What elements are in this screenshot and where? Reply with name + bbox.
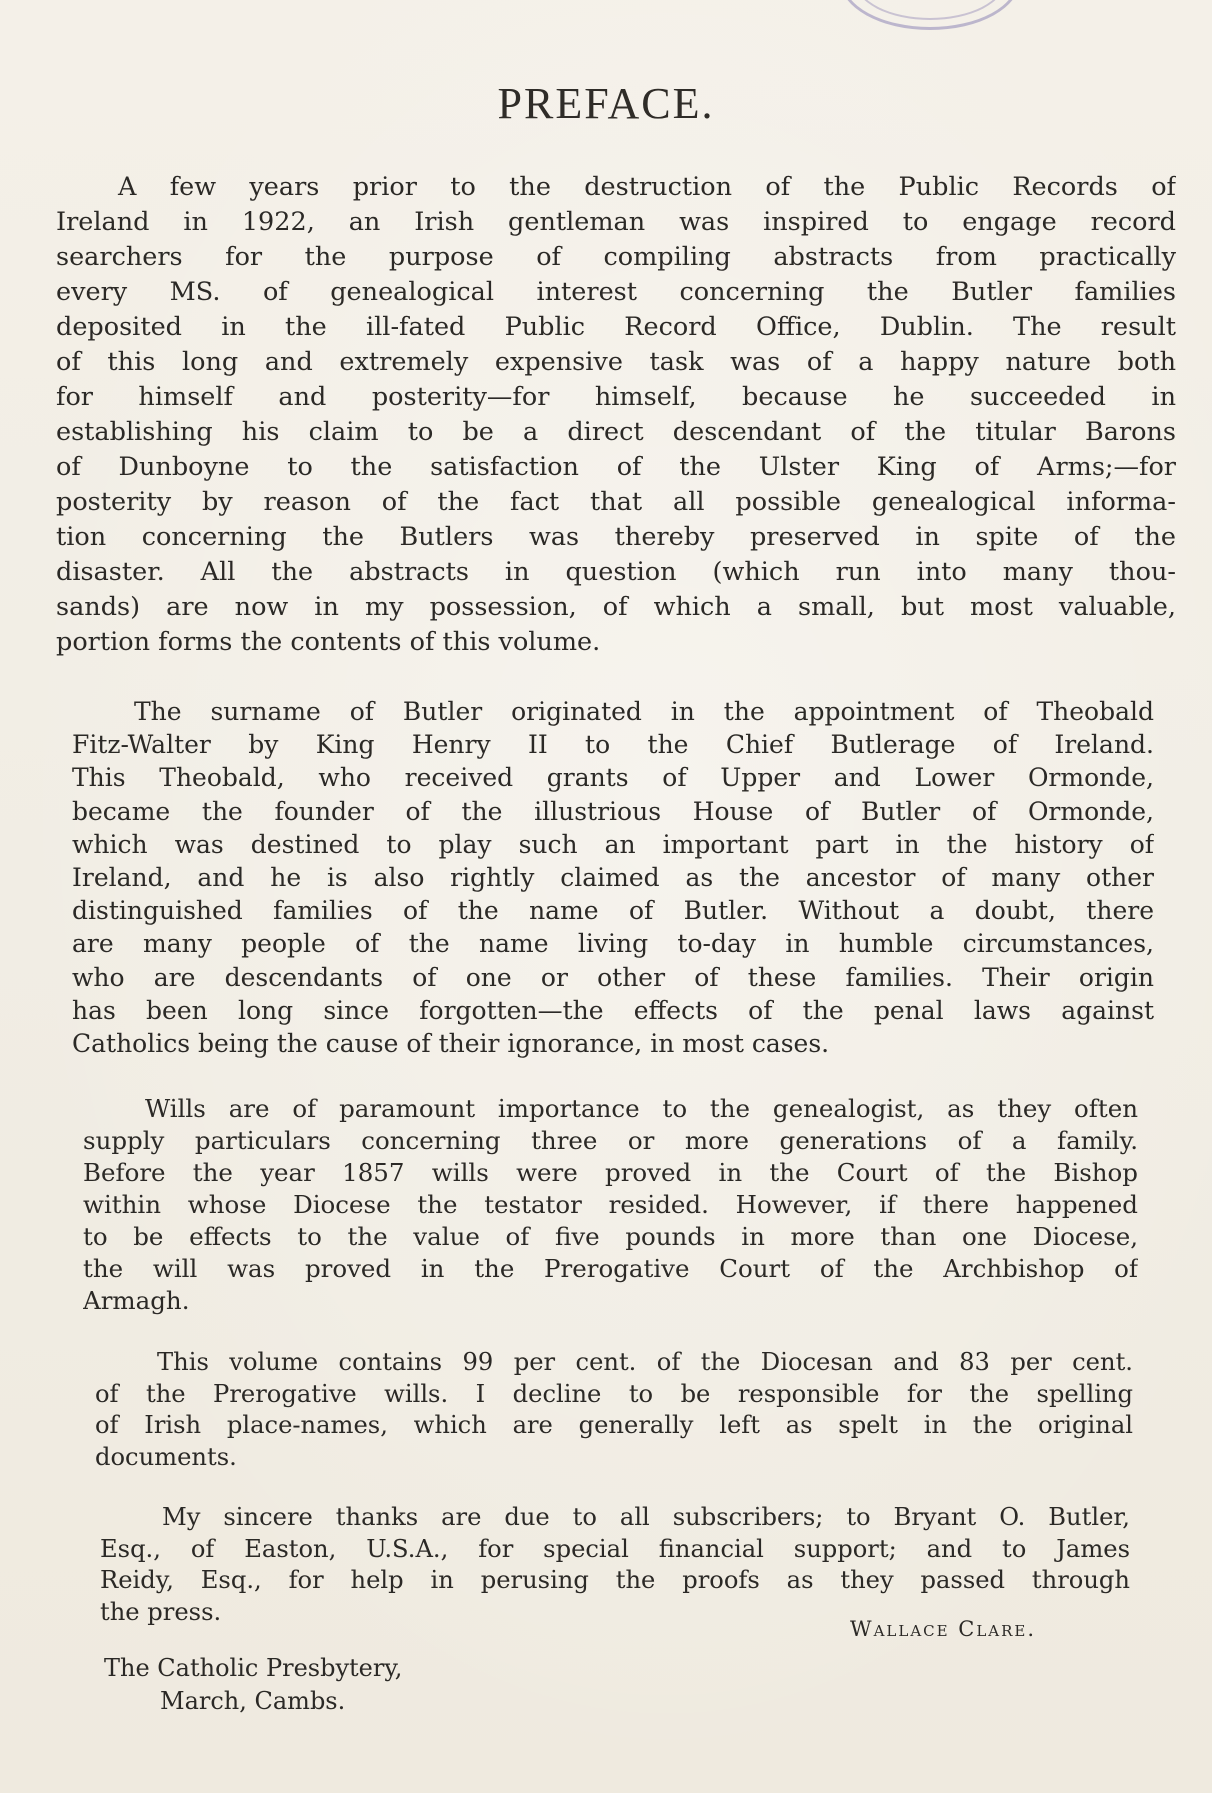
text-line: which was destined to play such an important part in the history of — [72, 829, 1154, 859]
text-line: of the Prerogative wills. I decline to be responsible for the spelling — [95, 1379, 1133, 1408]
text-line: of Dunboyne to the satisfaction of the Ulster King of Arms;—for — [56, 452, 1176, 482]
text-line: who are descendants of one or other of these families. Their origin — [72, 962, 1154, 992]
text-line: to be effects to the value of five pounds in more than one Diocese, — [83, 1222, 1138, 1251]
text-line: Catholics being the cause of their ignorance, in most cases. — [72, 1029, 830, 1059]
text-line: This volume contains 99 per cent. of the Diocesan and 83 per cent. — [157, 1348, 1133, 1376]
text-line: My sincere thanks are due to all subscribers; to Bryant O. Butler, — [162, 1503, 1130, 1531]
author-signature: Wallace Clare. — [850, 1617, 1037, 1641]
paragraph-4 — [95, 1347, 1133, 1473]
text-line: every MS. of genealogical interest concerning the Butler families — [56, 277, 1176, 307]
text-line: posterity by reason of the fact that all possible genealogical informa- — [56, 487, 1176, 517]
paragraph-1 — [56, 170, 1176, 660]
page-title: PREFACE. — [497, 79, 715, 128]
text-line: The surname of Butler originated in the appointment of Theobald — [134, 697, 1154, 726]
text-line: of this long and extremely expensive task was of a happy nature both — [56, 347, 1176, 377]
paragraph-2 — [72, 695, 1154, 1060]
text-line: tion concerning the Butlers was thereby preserved in spite of the — [56, 522, 1176, 552]
text-line: portion forms the contents of this volume. — [56, 627, 601, 657]
text-line: Armagh. — [83, 1286, 190, 1315]
text-line: This Theobald, who received grants of Upper and Lower Ormonde, — [72, 763, 1154, 793]
text-line: deposited in the ill-fated Public Record Office, Dublin. The result — [56, 312, 1176, 342]
text-line: sands) are now in my possession, of which a small, but most valuable, — [56, 592, 1176, 622]
text-line: are many people of the name living to-day in humble circumstances, — [72, 929, 1154, 959]
text-line: A few years prior to the destruction of the Public Records of — [118, 172, 1176, 202]
author-address — [104, 1652, 402, 1718]
paragraph-3 — [83, 1093, 1138, 1317]
text-line: disaster. All the abstracts in question (which run into many thou- — [56, 557, 1176, 587]
text-line: the will was proved in the Prerogative Court of the Archbishop of — [83, 1254, 1138, 1283]
text-line: Ireland, and he is also rightly claimed as the ancestor of many other — [72, 863, 1154, 893]
text-line: Ireland in 1922, an Irish gentleman was inspired to engage record — [56, 207, 1176, 237]
paragraph-5 — [100, 1502, 1130, 1628]
address-line-2: March, Cambs. — [160, 1687, 346, 1715]
text-line: for himself and posterity—for himself, because he succeeded in — [56, 382, 1176, 412]
address-line-1: The Catholic Presbytery, — [104, 1654, 403, 1682]
text-line: within whose Diocese the testator resided. However, if there happened — [83, 1190, 1138, 1219]
text-line: supply particulars concerning three or more generations of a family. — [83, 1126, 1138, 1155]
text-line: Wills are of paramount importance to the genealogist, as they often — [145, 1094, 1138, 1123]
text-line: became the founder of the illustrious House of Butler of Ormonde, — [72, 796, 1154, 826]
text-line: Before the year 1857 wills were proved in the Court of the Bishop — [83, 1158, 1138, 1187]
text-line: searchers for the purpose of compiling abstracts from practically — [56, 242, 1176, 272]
text-line: Fitz-Walter by King Henry II to the Chief Butlerage of Ireland. — [72, 730, 1154, 760]
text-line: has been long since forgotten—the effects of the penal laws against — [72, 995, 1154, 1025]
text-line: the press. — [100, 1597, 222, 1626]
text-line: of Irish place-names, which are generally left as spelt in the original — [95, 1411, 1133, 1439]
text-line: documents. — [95, 1442, 237, 1471]
text-line: Esq., of Easton, U.S.A., for special financial support; and to James — [100, 1534, 1130, 1563]
text-line: Reidy, Esq., for help in perusing the proofs as they passed through — [100, 1566, 1130, 1594]
text-line: distinguished families of the name of Butler. Without a doubt, there — [72, 896, 1154, 926]
text-line: establishing his claim to be a direct descendant of the titular Barons — [56, 417, 1176, 447]
